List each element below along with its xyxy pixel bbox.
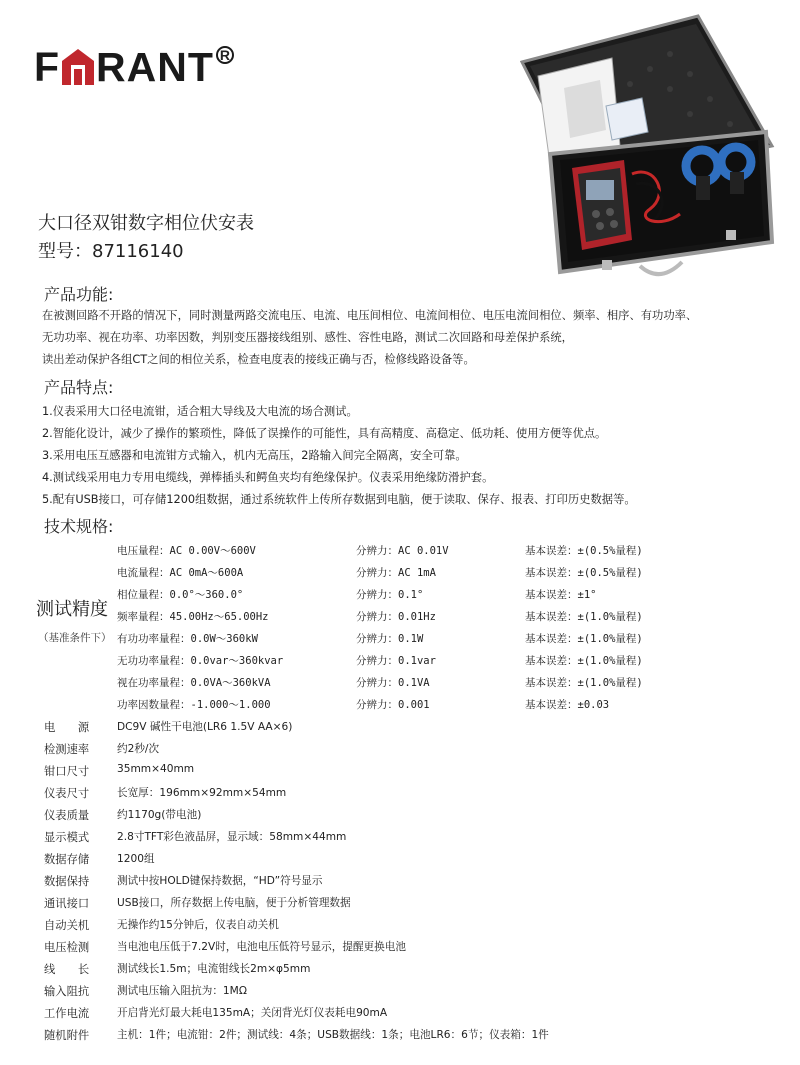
accuracy-error-2: 基本误差：±(0.5%量程)	[525, 567, 643, 579]
accuracy-error-7: 基本误差：±(1.0%量程)	[525, 677, 643, 689]
feature-item-5: 5.配有USB接口，可存储1200组数据，通过系统软件上传所存数据到电脑，便于读取、保存、报表、打印历史数据等。	[42, 493, 636, 506]
spec-value-current: 开启背光灯最大耗电135mA；关闭背光灯仪表耗电90mA	[117, 1007, 388, 1019]
logo-house-icon	[61, 47, 95, 87]
features-heading: 产品特点:	[44, 378, 114, 397]
functions-line-2: 无功功率、视在功率、功率因数，判别变压器接线组别、感性、容性电路，测试二次回路和母差保护系统，	[42, 331, 573, 344]
brand-logo	[34, 42, 234, 92]
accuracy-range-4: 频率量程：45.00Hz～65.00Hz	[117, 611, 269, 623]
spec-label-cable-length: 线 长	[44, 963, 90, 976]
accuracy-resolution-6: 分辨力：0.1var	[356, 655, 436, 667]
accuracy-sublabel: （基准条件下）	[38, 632, 112, 644]
spec-value-auto-off: 无操作约15分钟后，仪表自动关机	[117, 919, 279, 931]
feature-item-3: 3.采用电压互感器和电流钳方式输入，机内无高压，2路输入间完全隔离，安全可靠。	[42, 449, 467, 462]
spec-label-interface: 通讯接口	[44, 897, 90, 910]
accuracy-resolution-7: 分辨力：0.1VA	[356, 677, 430, 689]
spec-value-dimensions: 长宽厚：196mm×92mm×54mm	[117, 787, 287, 799]
accuracy-resolution-5: 分辨力：0.1W	[356, 633, 424, 645]
accuracy-error-4: 基本误差：±(1.0%量程)	[525, 611, 643, 623]
product-case-image	[520, 14, 782, 286]
spec-value-impedance: 测试电压输入阻抗为：1MΩ	[117, 985, 247, 997]
spec-value-accessories: 主机：1件；电流钳：2件；测试线：4条；USB数据线：1条；电池LR6：6节；仪表箱：1件	[117, 1029, 549, 1041]
functions-line-1: 在被测回路不开路的情况下，同时测量两路交流电压、电流、电压间相位、电流间相位、电压电流间相位、频率、相序、有功功率、	[42, 309, 698, 322]
accuracy-range-7: 视在功率量程：0.0VA～360kVA	[117, 677, 271, 689]
product-model: 型号：87116140	[38, 241, 184, 262]
accuracy-range-1: 电压量程：AC 0.00V～600V	[117, 545, 256, 557]
feature-item-1: 1.仪表采用大口径电流钳，适合粗大导线及大电流的场合测试。	[42, 405, 358, 418]
accuracy-label: 测试精度	[36, 599, 108, 620]
spec-value-data-hold: 测试中按HOLD键保持数据，“HD”符号显示	[117, 875, 323, 887]
logo-letter-f: F	[34, 43, 61, 90]
accuracy-error-6: 基本误差：±(1.0%量程)	[525, 655, 643, 667]
spec-label-current: 工作电流	[44, 1007, 90, 1020]
spec-label-dimensions: 仪表尺寸	[44, 787, 90, 800]
spec-value-voltage-check: 当电池电压低于7.2V时，电池电压低符号显示，提醒更换电池	[117, 941, 406, 953]
spec-value-display: 2.8寸TFT彩色液晶屏，显示域：58mm×44mm	[117, 831, 347, 843]
spec-label-data-hold: 数据保持	[44, 875, 90, 888]
accuracy-range-3: 相位量程：0.0°～360.0°	[117, 589, 244, 601]
registered-mark-icon: R	[216, 46, 234, 64]
product-title: 大口径双钳数字相位伏安表	[38, 213, 254, 234]
spec-label-sample-rate: 检测速率	[44, 743, 90, 756]
spec-value-cable-length: 测试线长1.5m；电流钳线长2m×φ5mm	[117, 963, 311, 975]
spec-label-power: 电 源	[44, 721, 90, 734]
feature-item-2: 2.智能化设计，减少了操作的繁琐性，降低了误操作的可能性，具有高精度、高稳定、低功耗、使用方便等优点。	[42, 427, 607, 440]
accuracy-error-3: 基本误差：±1°	[525, 589, 597, 601]
spec-label-weight: 仪表质量	[44, 809, 90, 822]
accuracy-error-5: 基本误差：±(1.0%量程)	[525, 633, 643, 645]
spec-label-accessories: 随机附件	[44, 1029, 90, 1042]
functions-heading: 产品功能:	[44, 285, 114, 304]
accuracy-range-5: 有功功率量程：0.0W～360kW	[117, 633, 258, 645]
accuracy-error-8: 基本误差：±0.03	[525, 699, 610, 711]
spec-value-interface: USB接口，所存数据上传电脑，便于分析管理数据	[117, 897, 351, 909]
functions-line-3: 读出差动保护各组CT之间的相位关系，检查电度表的接线正确与否，检修线路设备等。	[42, 353, 475, 366]
spec-label-impedance: 输入阻抗	[44, 985, 90, 998]
spec-label-voltage-check: 电压检测	[44, 941, 90, 954]
specs-heading: 技术规格:	[44, 517, 114, 536]
accuracy-range-6: 无功功率量程：0.0var～360kvar	[117, 655, 284, 667]
feature-item-4: 4.测试线采用电力专用电缆线，弹棒插头和鳄鱼夹均有绝缘保护。仪表采用绝缘防滑护套。	[42, 471, 494, 484]
accuracy-resolution-4: 分辨力：0.01Hz	[356, 611, 436, 623]
spec-value-sample-rate: 约2秒/次	[117, 743, 160, 755]
spec-value-jaw-size: 35mm×40mm	[117, 763, 195, 775]
logo-letters-rant: RANT	[96, 43, 214, 90]
spec-label-auto-off: 自动关机	[44, 919, 90, 932]
accuracy-resolution-8: 分辨力：0.001	[356, 699, 430, 711]
spec-label-storage: 数据存储	[44, 853, 90, 866]
accuracy-range-2: 电流量程：AC 0mA～600A	[117, 567, 244, 579]
spec-label-display: 显示模式	[44, 831, 90, 844]
spec-value-weight: 约1170g(带电池)	[117, 809, 202, 821]
accuracy-resolution-3: 分辨力：0.1°	[356, 589, 424, 601]
spec-value-storage: 1200组	[117, 853, 155, 865]
spec-value-power: DC9V 碱性干电池(LR6 1.5V AA×6)	[117, 721, 293, 733]
accuracy-resolution-2: 分辨力：AC 1mA	[356, 567, 436, 579]
accuracy-resolution-1: 分辨力：AC 0.01V	[356, 545, 449, 557]
spec-label-jaw-size: 钳口尺寸	[44, 765, 90, 778]
accuracy-range-8: 功率因数量程：-1.000～1.000	[117, 699, 271, 711]
accuracy-error-1: 基本误差：±(0.5%量程)	[525, 545, 643, 557]
